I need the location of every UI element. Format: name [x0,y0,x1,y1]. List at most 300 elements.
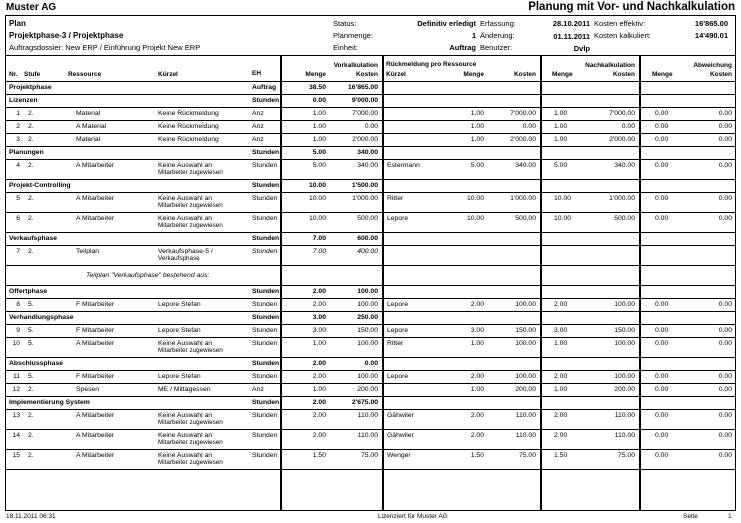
table-row [6,108,735,121]
row-stufe: 2. [28,432,34,439]
row-rm-kosten: 75.00 [518,452,536,459]
table-row [6,338,735,358]
group-vk-kosten: 9'000.00 [351,97,378,104]
row-ressource: A Mitarbeiter [76,432,115,439]
group-vk-menge: 2.00 [312,360,326,367]
footer-license: Lizenziert für Muster AG [378,513,448,520]
row-rm-kuerzel: Ritter [387,195,404,202]
table-row [6,371,735,384]
row-nr: 5 [16,195,20,202]
group-vk-kosten: 2'675.00 [351,399,378,406]
row-ab-kosten: 0.00 [718,195,732,202]
row-nk-kosten: 100.00 [614,340,635,347]
row-rm-kuerzel: Lepore [387,301,409,308]
row-nk-menge: 1.00 [554,386,568,393]
row-eh: Stunden [252,452,278,459]
row-rm-menge: 2.00 [470,373,484,380]
group-vk-kosten: 0.00 [364,360,378,367]
row-vk-menge: 2.00 [312,373,326,380]
row-ab-menge: 0.00 [655,373,669,380]
row-rm-menge: 5.00 [470,162,484,169]
table-row [6,410,735,430]
row-rm-kosten: 500.00 [515,215,536,222]
row-rm-kuerzel: Estermann [387,162,420,169]
row-eh: Stunden [252,340,278,347]
footer-datetime: 18.11.2011 06:31 [6,513,56,520]
row-ab-menge: 0.00 [655,386,669,393]
row-rm-menge: 10.00 [466,195,484,202]
row-ab-menge: 0.00 [655,195,669,202]
row-vk-menge: 10.00 [308,215,326,222]
row-nr: 9 [16,327,20,334]
row-nr: 13 [12,412,20,419]
row-nr: 6 [16,215,20,222]
row-stufe: 5. [28,373,34,380]
col-ab-menge: Menge [652,71,673,78]
row-nr: 4 [16,162,20,169]
group-label: Lizenzen [9,97,38,104]
row-ressource: A Mitarbeiter [76,195,115,202]
row-nk-menge: 10.00 [554,195,572,202]
table-row [6,121,735,134]
row-kuerzel-detail: Mitarbeiter zugewiesen [158,169,223,176]
benutzer-value: Dvlp [573,44,590,53]
row-ab-kosten: 0.00 [718,432,732,439]
row-ab-kosten: 0.00 [718,340,732,347]
row-stufe: 2. [28,386,34,393]
table-row [6,246,735,266]
row-rm-kosten: 1'000.00 [510,195,536,202]
planmenge-value: 1 [471,31,476,40]
row-eh: Anz [252,123,264,130]
row-eh: Stunden [252,248,278,255]
group-vk-menge: 2.00 [312,399,326,406]
row-ab-kosten: 0.00 [718,301,732,308]
row-stufe: 5. [28,301,34,308]
row-ab-kosten: 0.00 [718,110,732,117]
row-rm-kosten: 110.00 [515,412,536,419]
table-row [6,193,735,213]
plan-label: Plan [9,19,26,28]
row-kuerzel-detail: Mitarbeiter zugewiesen [158,439,223,446]
group-row [6,286,735,299]
col-nk-kosten: Kosten [612,71,635,78]
group-row [6,397,735,410]
col-eh: EH [252,70,262,77]
group-eh: Stunden [252,182,280,189]
row-rm-kuerzel: Gähwiler [387,432,414,439]
row-nk-menge: 2.00 [554,301,568,308]
row-nr: 2 [16,123,20,130]
row-nk-menge: 1.00 [554,136,568,143]
col-rm-group: Rückmeldung pro Ressource [386,61,477,68]
row-rm-menge: 10.00 [466,215,484,222]
row-nk-menge: 1.50 [554,452,568,459]
group-vk-kosten: 340.00 [357,149,378,156]
col-kuerzel: Kürzel [158,71,178,78]
group-row [6,180,735,193]
row-ressource: Teilplan [76,248,100,255]
row-ab-menge: 0.00 [655,432,669,439]
col-rm-kosten: Kosten [513,71,536,78]
status-value: Definitiv erledigt [417,19,476,28]
row-stufe: 2. [28,136,34,143]
row-kuerzel: Lepore Stefan [158,373,201,380]
col-vk-menge: Menge [305,71,326,78]
row-vk-menge: 1.00 [312,340,326,347]
col-nr: Nr. [9,71,18,78]
row-ressource: A Mitarbeiter [76,452,115,459]
row-rm-menge: 2.00 [470,412,484,419]
row-vk-menge: 2.00 [312,412,326,419]
row-ab-kosten: 0.00 [718,327,732,334]
table-row [6,213,735,233]
row-kuerzel: Keine Auswahl an [158,412,213,419]
row-nk-kosten: 1'000.00 [609,195,635,202]
group-row [6,312,735,325]
row-vk-kosten: 7'000.00 [352,110,378,117]
row-eh: Stunden [252,195,278,202]
row-stufe: 5. [28,327,34,334]
group-row [6,147,735,160]
group-label: Verkaufsphase [9,235,57,242]
row-nk-menge: 1.00 [554,110,568,117]
group-vk-kosten: 1'500.00 [351,182,378,189]
row-vk-kosten: 400.00 [357,248,378,255]
col-vk-kosten: Kosten [355,71,378,78]
row-ab-menge: 0.00 [655,215,669,222]
row-nr: 3 [16,136,20,143]
col-stufe: Stufe [24,71,41,78]
aenderung-label: Änderung: [480,31,515,40]
row-kuerzel: Keine Auswahl an [158,340,213,347]
row-ab-kosten: 0.00 [718,373,732,380]
group-vk-menge: 5.00 [312,149,326,156]
row-vk-menge: 1.00 [312,110,326,117]
row-vk-menge: 2.00 [312,432,326,439]
group-label: Projekt-Controlling [9,182,71,189]
row-kuerzel: Keine Rückmeldung [158,136,219,143]
row-ab-kosten: 0.00 [718,215,732,222]
row-ressource: Material [76,110,101,117]
row-kuerzel: ME / Mittagessen [158,386,211,393]
row-rm-kosten: 110.00 [515,432,536,439]
row-rm-kosten: 100.00 [515,340,536,347]
order-dossier: Auftragsdossier: New ERP / Einführung Projekt New ERP [9,43,201,52]
col-rm-kuerzel: Kürzel [386,71,406,78]
col-ab-kosten: Kosten [709,71,732,78]
row-rm-menge: 1.50 [470,452,484,459]
col-nk-menge: Menge [552,71,573,78]
row-rm-menge: 1.00 [470,340,484,347]
row-ab-menge: 0.00 [655,327,669,334]
row-stufe: 2. [28,123,34,130]
group-eh: Stunden [252,288,280,295]
col-ab-group: Abweichung [693,62,732,69]
row-kuerzel: Lepore Stefan [158,301,201,308]
einheit-value: Auftrag [449,43,476,52]
row-nk-menge: 10.00 [554,215,572,222]
row-nk-menge: 1.00 [554,123,568,130]
row-rm-kosten: 200.00 [515,386,536,393]
row-ab-kosten: 0.00 [718,123,732,130]
row-nk-kosten: 7'000.00 [609,110,635,117]
footer-page-label: Seite [683,513,698,520]
group-vk-menge: 3.00 [312,314,326,321]
col-vk-group: Vorkalkulation [333,62,378,69]
row-nr: 8 [16,301,20,308]
row-vk-kosten: 200.00 [357,386,378,393]
einheit-label: Einheit: [333,43,359,52]
group-label: Projektphase [9,84,52,91]
group-eh: Stunden [252,314,280,321]
row-rm-kuerzel: Lepore [387,373,409,380]
row-kuerzel: Keine Rückmeldung [158,110,219,117]
group-row [6,95,735,108]
group-eh: Auftrag [252,84,277,91]
group-vk-menge: 38.50 [308,84,326,91]
row-nk-menge: 2.00 [554,432,568,439]
plan-name: Projektphase-3 / Projektphase [9,31,124,40]
row-nk-kosten: 110.00 [614,412,635,419]
status-label: Status: [333,19,357,28]
group-row [6,82,735,95]
row-rm-menge: 1.00 [470,110,484,117]
subplan-note: Teilplan "Verkaufsphase" bestehend aus: [86,272,210,279]
row-rm-kosten: 0.00 [522,123,536,130]
erfassung-value: 28.10.2011 [552,19,590,28]
group-label: Verhandlungsphase [9,314,74,321]
report-header [6,16,735,56]
row-nk-kosten: 110.00 [614,432,635,439]
row-nr: 7 [16,248,20,255]
row-rm-kuerzel: Wenger [387,452,411,459]
row-kuerzel: Keine Rückmeldung [158,123,219,130]
row-stufe: 2. [28,215,34,222]
row-kuerzel: Verkaufsphase-5 / [158,248,213,255]
group-row [6,358,735,371]
row-vk-menge: 7.00 [312,248,326,255]
table-row [6,450,735,470]
row-vk-menge: 2.00 [312,301,326,308]
row-vk-kosten: 100.00 [357,340,378,347]
row-stufe: 2. [28,110,34,117]
group-eh: Stunden [252,360,280,367]
row-eh: Stunden [252,215,278,222]
row-vk-kosten: 150.00 [357,327,378,334]
row-nk-menge: 5.00 [554,162,568,169]
row-ressource: Material [76,136,101,143]
row-ab-menge: 0.00 [655,301,669,308]
row-kuerzel-detail: Verkaufsphase [158,255,200,262]
row-vk-menge: 1.00 [312,136,326,143]
row-rm-kuerzel: Ritter [387,340,404,347]
row-vk-menge: 1.00 [312,386,326,393]
row-vk-kosten: 1'000.00 [352,195,378,202]
table-row [6,430,735,450]
row-ab-kosten: 0.00 [718,136,732,143]
group-row [6,233,735,246]
row-ressource: F Mitarbeiter [76,327,115,334]
group-label: Offertphase [9,288,48,295]
aenderung-value: 01.11.2011 [553,32,590,41]
col-nk-group: Nachkalkulation [585,62,635,69]
row-nr: 10 [12,340,20,347]
row-nk-menge: 2.00 [554,412,568,419]
group-eh: Stunden [252,235,280,242]
row-nk-kosten: 100.00 [614,373,635,380]
table-row [6,134,735,147]
kosten-kalkuliert-value: 14'490.01 [694,31,728,40]
row-nk-kosten: 100.00 [614,301,635,308]
row-nr: 1 [16,110,20,117]
row-ab-menge: 0.00 [655,412,669,419]
row-ressource: A Mitarbeiter [76,340,115,347]
col-ressource: Ressource [68,71,102,78]
row-rm-kosten: 340.00 [515,162,536,169]
row-ab-menge: 0.00 [655,123,669,130]
group-vk-menge: 10.00 [308,182,326,189]
row-nk-kosten: 2'000.00 [609,136,635,143]
report-title: Planung mit Vor- und Nachkalkulation [528,1,735,13]
row-nk-kosten: 150.00 [614,327,635,334]
row-nk-kosten: 200.00 [614,386,635,393]
row-ressource: A Material [76,123,107,130]
row-ressource: F Mitarbeiter [76,373,115,380]
row-kuerzel-detail: Mitarbeiter zugewiesen [158,347,223,354]
row-vk-kosten: 0.00 [364,123,378,130]
row-kuerzel: Keine Auswahl an [158,452,213,459]
row-rm-menge: 1.00 [470,136,484,143]
row-nk-kosten: 340.00 [614,162,635,169]
row-nk-menge: 1.00 [554,340,568,347]
row-stufe: 2. [28,162,34,169]
row-ab-menge: 0.00 [655,110,669,117]
kosten-kalkuliert-label: Kosten kalkuliert: [594,31,652,40]
kosten-effektiv-label: Kosten effektiv: [594,19,646,28]
row-kuerzel-detail: Mitarbeiter zugewiesen [158,419,223,426]
row-eh: Stunden [252,432,278,439]
erfassung-label: Erfassung: [480,19,516,28]
row-ab-menge: 0.00 [655,162,669,169]
row-rm-menge: 3.00 [470,327,484,334]
row-rm-menge: 1.00 [470,123,484,130]
group-vk-menge: 0.00 [312,97,326,104]
row-kuerzel-detail: Mitarbeiter zugewiesen [158,222,223,229]
row-rm-kosten: 2'000.00 [510,136,536,143]
row-kuerzel-detail: Mitarbeiter zugewiesen [158,459,223,466]
row-eh: Stunden [252,162,278,169]
row-eh: Stunden [252,301,278,308]
row-nr: 11 [12,373,20,380]
row-rm-kosten: 100.00 [515,301,536,308]
kosten-effektiv-value: 16'865.00 [694,19,728,28]
row-kuerzel: Keine Auswahl an [158,432,213,439]
row-eh: Anz [252,136,264,143]
row-rm-kuerzel: Gähwiler [387,412,414,419]
company-name: Muster AG [6,2,57,13]
row-vk-kosten: 110.00 [357,432,378,439]
row-nk-kosten: 75.00 [617,452,635,459]
row-rm-kosten: 7'000.00 [510,110,536,117]
row-kuerzel-detail: Mitarbeiter zugewiesen [158,202,223,209]
row-stufe: 2. [28,452,34,459]
group-vk-kosten: 600.00 [357,235,378,242]
row-kuerzel: Lepore Stefan [158,327,201,334]
row-rm-kosten: 150.00 [515,327,536,334]
planmenge-label: Planmenge: [333,31,374,40]
row-vk-menge: 3.00 [312,327,326,334]
note-row [6,266,735,286]
group-vk-kosten: 16'865.00 [348,84,378,91]
row-rm-menge: 1.00 [470,386,484,393]
table-row [6,299,735,312]
row-ab-kosten: 0.00 [718,162,732,169]
row-ab-menge: 0.00 [655,452,669,459]
row-stufe: 2. [28,412,34,419]
group-vk-menge: 2.00 [312,288,326,295]
row-stufe: 2. [28,248,34,255]
col-rm-menge: Menge [463,71,484,78]
row-vk-kosten: 110.00 [357,412,378,419]
row-nr: 14 [12,432,20,439]
group-vk-menge: 7.00 [312,235,326,242]
row-ressource: A Mitarbeiter [76,412,115,419]
row-ab-kosten: 0.00 [718,452,732,459]
group-eh: Stunden [252,97,280,104]
row-rm-menge: 2.00 [470,301,484,308]
row-rm-kuerzel: Lepore [387,327,409,334]
group-label: Implementierung System [9,399,90,406]
table-row [6,325,735,338]
group-vk-kosten: 250.00 [357,314,378,321]
row-nk-kosten: 500.00 [614,215,635,222]
column-header [6,55,735,82]
row-nk-kosten: 0.00 [621,123,635,130]
row-ressource: Spesen [76,386,100,393]
table-row [6,160,735,180]
row-nk-menge: 2.00 [554,373,568,380]
row-ressource: F Mitarbeiter [76,301,115,308]
row-vk-menge: 10.00 [308,195,326,202]
row-eh: Stunden [252,373,278,380]
row-vk-kosten: 2'000.00 [352,136,378,143]
row-ressource: A Mitarbeiter [76,215,115,222]
row-kuerzel: Keine Auswahl an [158,162,213,169]
row-eh: Stunden [252,327,278,334]
row-vk-kosten: 340.00 [357,162,378,169]
group-vk-kosten: 100.00 [357,288,378,295]
row-ab-menge: 0.00 [655,136,669,143]
row-kuerzel: Keine Auswahl an [158,215,213,222]
row-ressource: A Mitarbeiter [76,162,115,169]
row-vk-kosten: 500.00 [357,215,378,222]
row-eh: Anz [252,386,264,393]
group-label: Planungen [9,149,44,156]
row-vk-menge: 5.00 [312,162,326,169]
row-rm-menge: 2.00 [470,432,484,439]
row-kuerzel: Keine Auswahl an [158,195,213,202]
row-vk-kosten: 75.00 [360,452,378,459]
group-eh: Stunden [252,399,280,406]
row-rm-kuerzel: Lepore [387,215,409,222]
row-nr: 15 [12,452,20,459]
row-vk-kosten: 100.00 [357,373,378,380]
row-eh: Anz [252,110,264,117]
row-vk-menge: 1.00 [312,123,326,130]
row-vk-menge: 1.50 [312,452,326,459]
row-ab-kosten: 0.00 [718,386,732,393]
